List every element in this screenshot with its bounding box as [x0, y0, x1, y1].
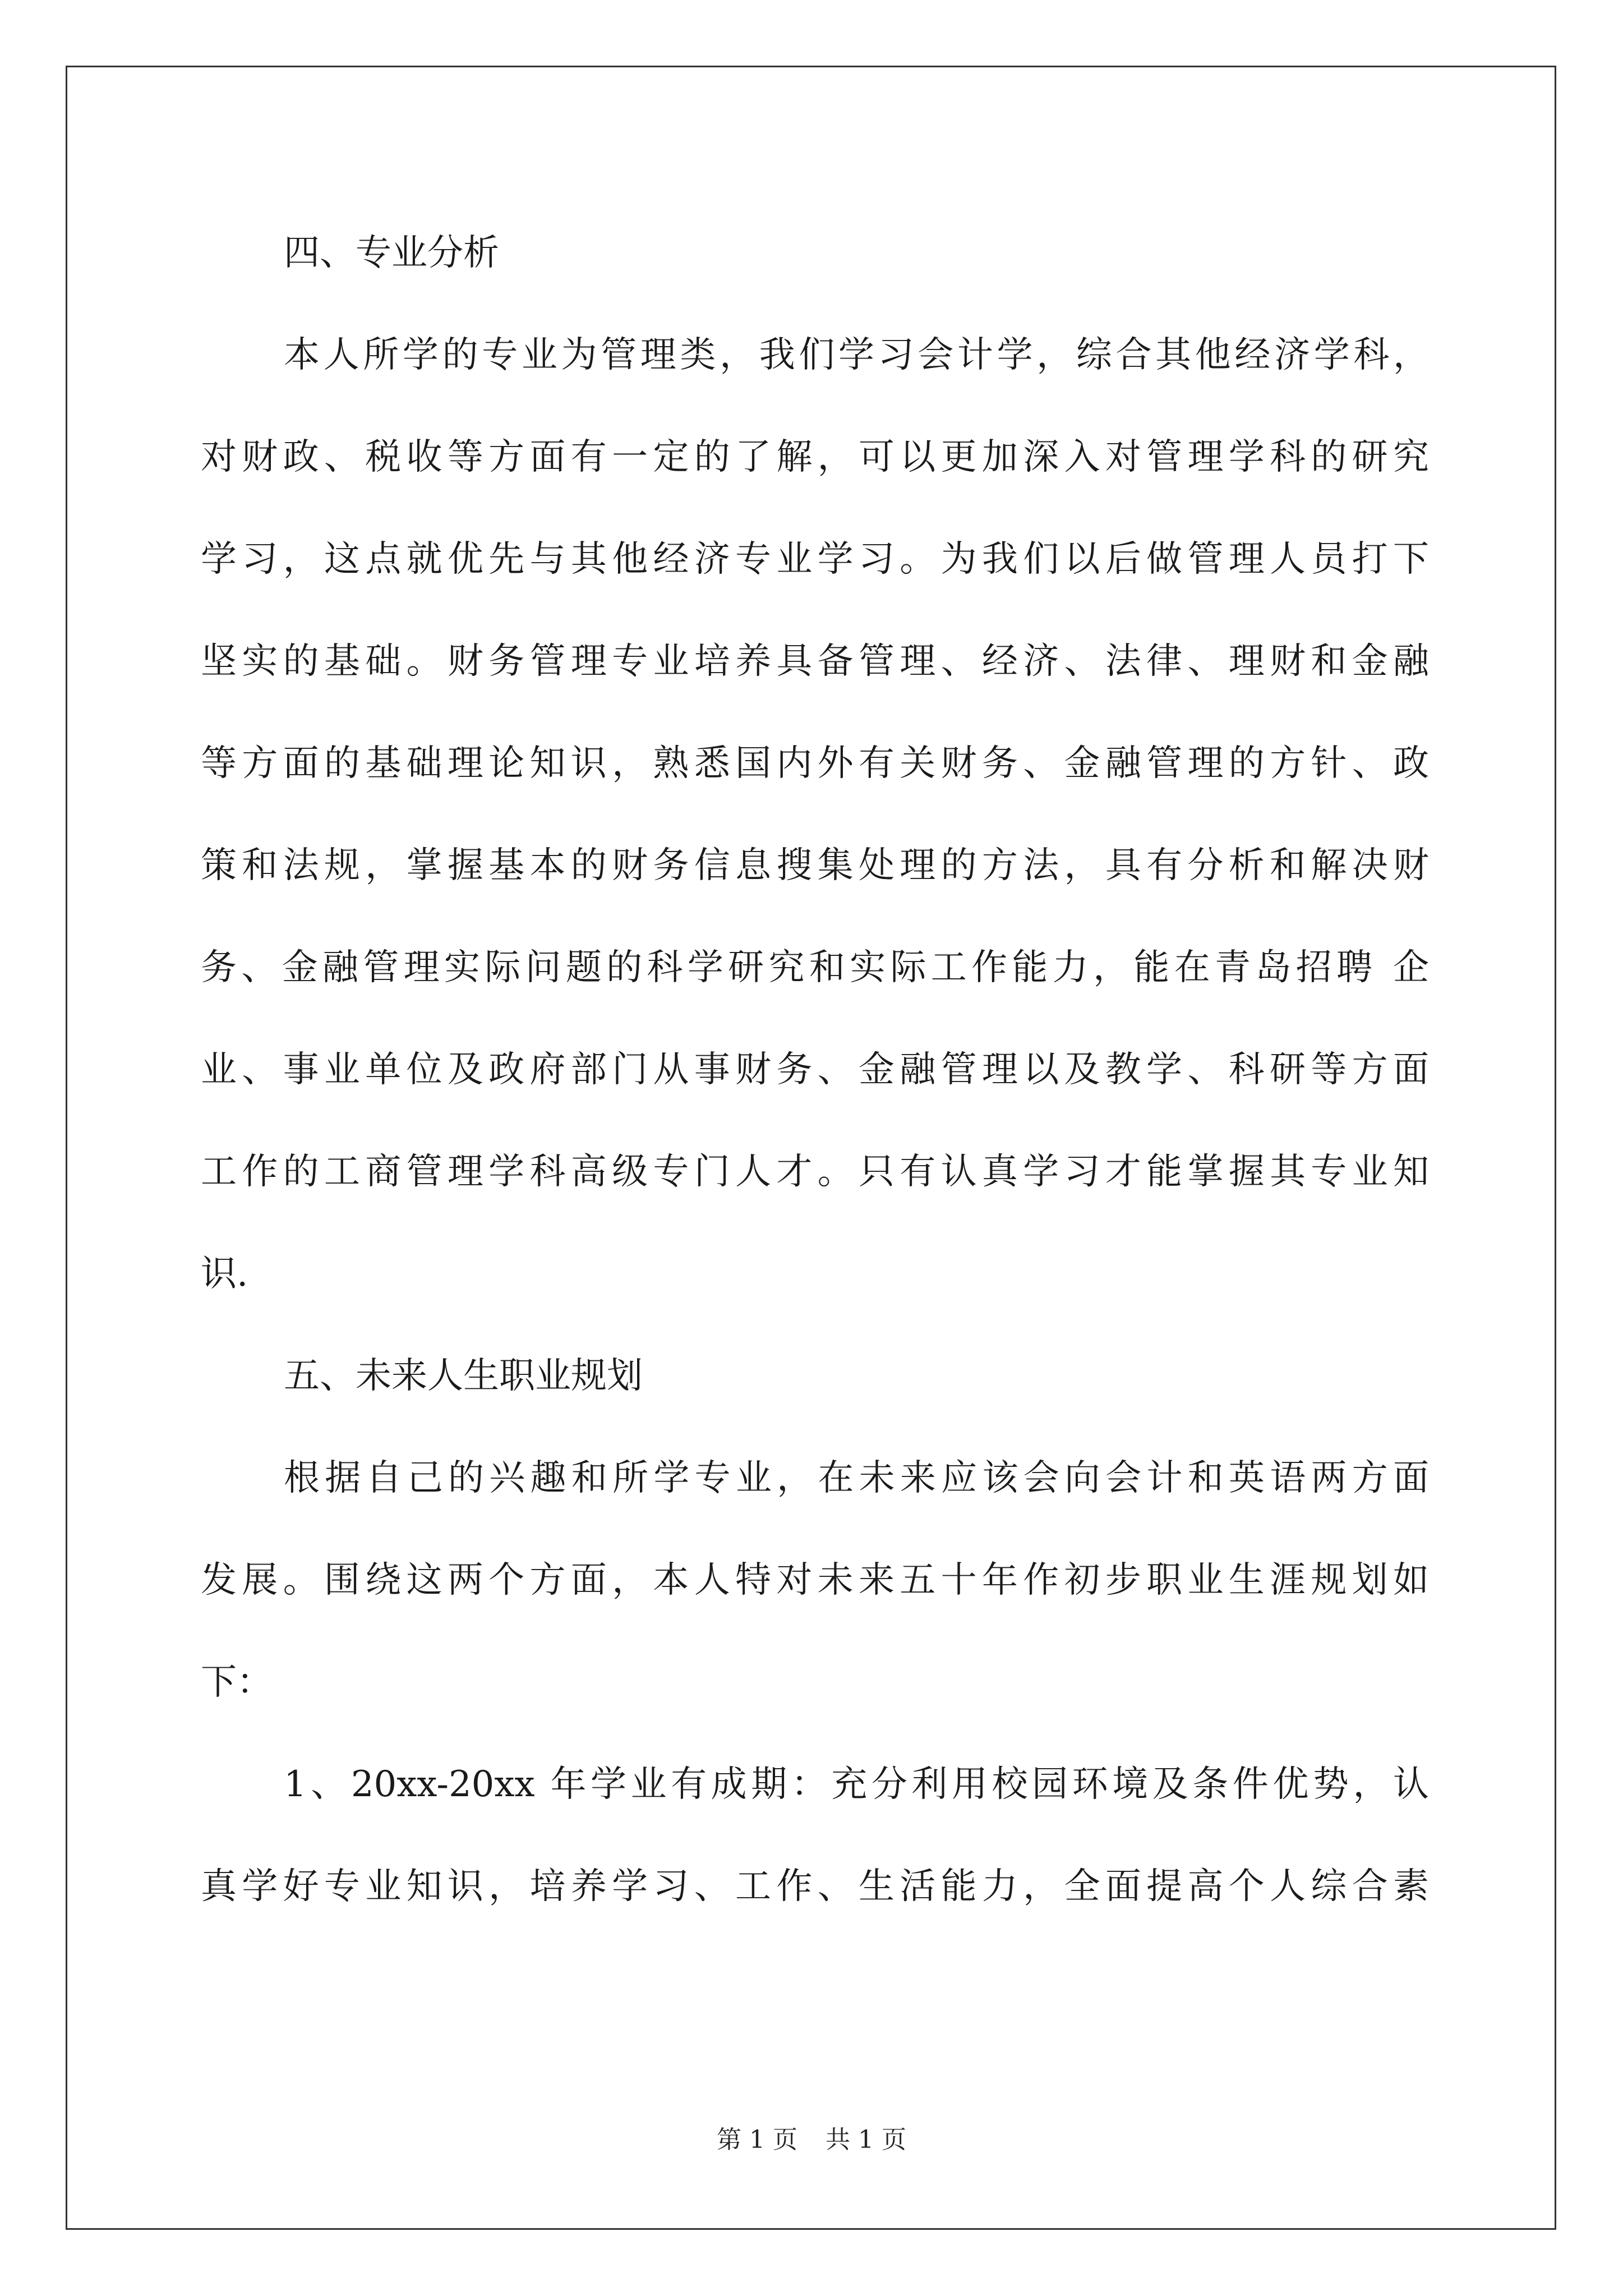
list-item-line: 真学好专业知识，培养学习、工作、生活能力，全面提高个人综合素 [201, 1866, 1429, 1907]
page-number: 第 1 页 [717, 2125, 797, 2154]
paragraph-line: 下： [201, 1662, 273, 1703]
paragraph-line: 坚实的基础。财务管理专业培养具备管理、经济、法律、理财和金融 [201, 641, 1429, 682]
paragraph-line: 对财政、税收等方面有一定的了解，可以更加深入对管理学科的研究 [201, 436, 1429, 478]
paragraph-line: 策和法规，掌握基本的财务信息搜集处理的方法，具有分析和解决财 [201, 845, 1429, 886]
document-body [201, 202, 1429, 1938]
paragraph-line: 本人所学的专业为管理类，我们学习会计学，综合其他经济学科， [284, 334, 1429, 376]
page-footer [0, 2123, 1623, 2157]
section-heading-5: 五、未来人生职业规划 [284, 1355, 643, 1397]
paragraph-line: 工作的工商管理学科高级专门人才。只有认真学习才能掌握其专业知 [201, 1151, 1429, 1193]
section-heading-4: 四、专业分析 [284, 232, 499, 274]
paragraph-line: 发展。围绕这两个方面，本人特对未来五十年作初步职业生涯规划如 [201, 1559, 1429, 1601]
paragraph-line: 业、事业单位及政府部门从事财务、金融管理以及教学、科研等方面 [201, 1049, 1429, 1091]
paragraph-line: 务、金融管理实际问题的科学研究和实际工作能力，能在青岛招聘 企 [201, 947, 1429, 988]
paragraph-line: 根据自己的兴趣和所学专业，在未来应该会向会计和英语两方面 [284, 1457, 1429, 1499]
list-item-line: 1、20xx-20xx 年学业有成期：充分利用校园环境及条件优势，认 [284, 1764, 1429, 1805]
paragraph-line: 等方面的基础理论知识，熟悉国内外有关财务、金融管理的方针、政 [201, 743, 1429, 784]
paragraph-line: 学习，这点就优先与其他经济专业学习。为我们以后做管理人员打下 [201, 539, 1429, 580]
page-total: 共 1 页 [826, 2125, 906, 2154]
paragraph-line: 识. [201, 1253, 248, 1295]
